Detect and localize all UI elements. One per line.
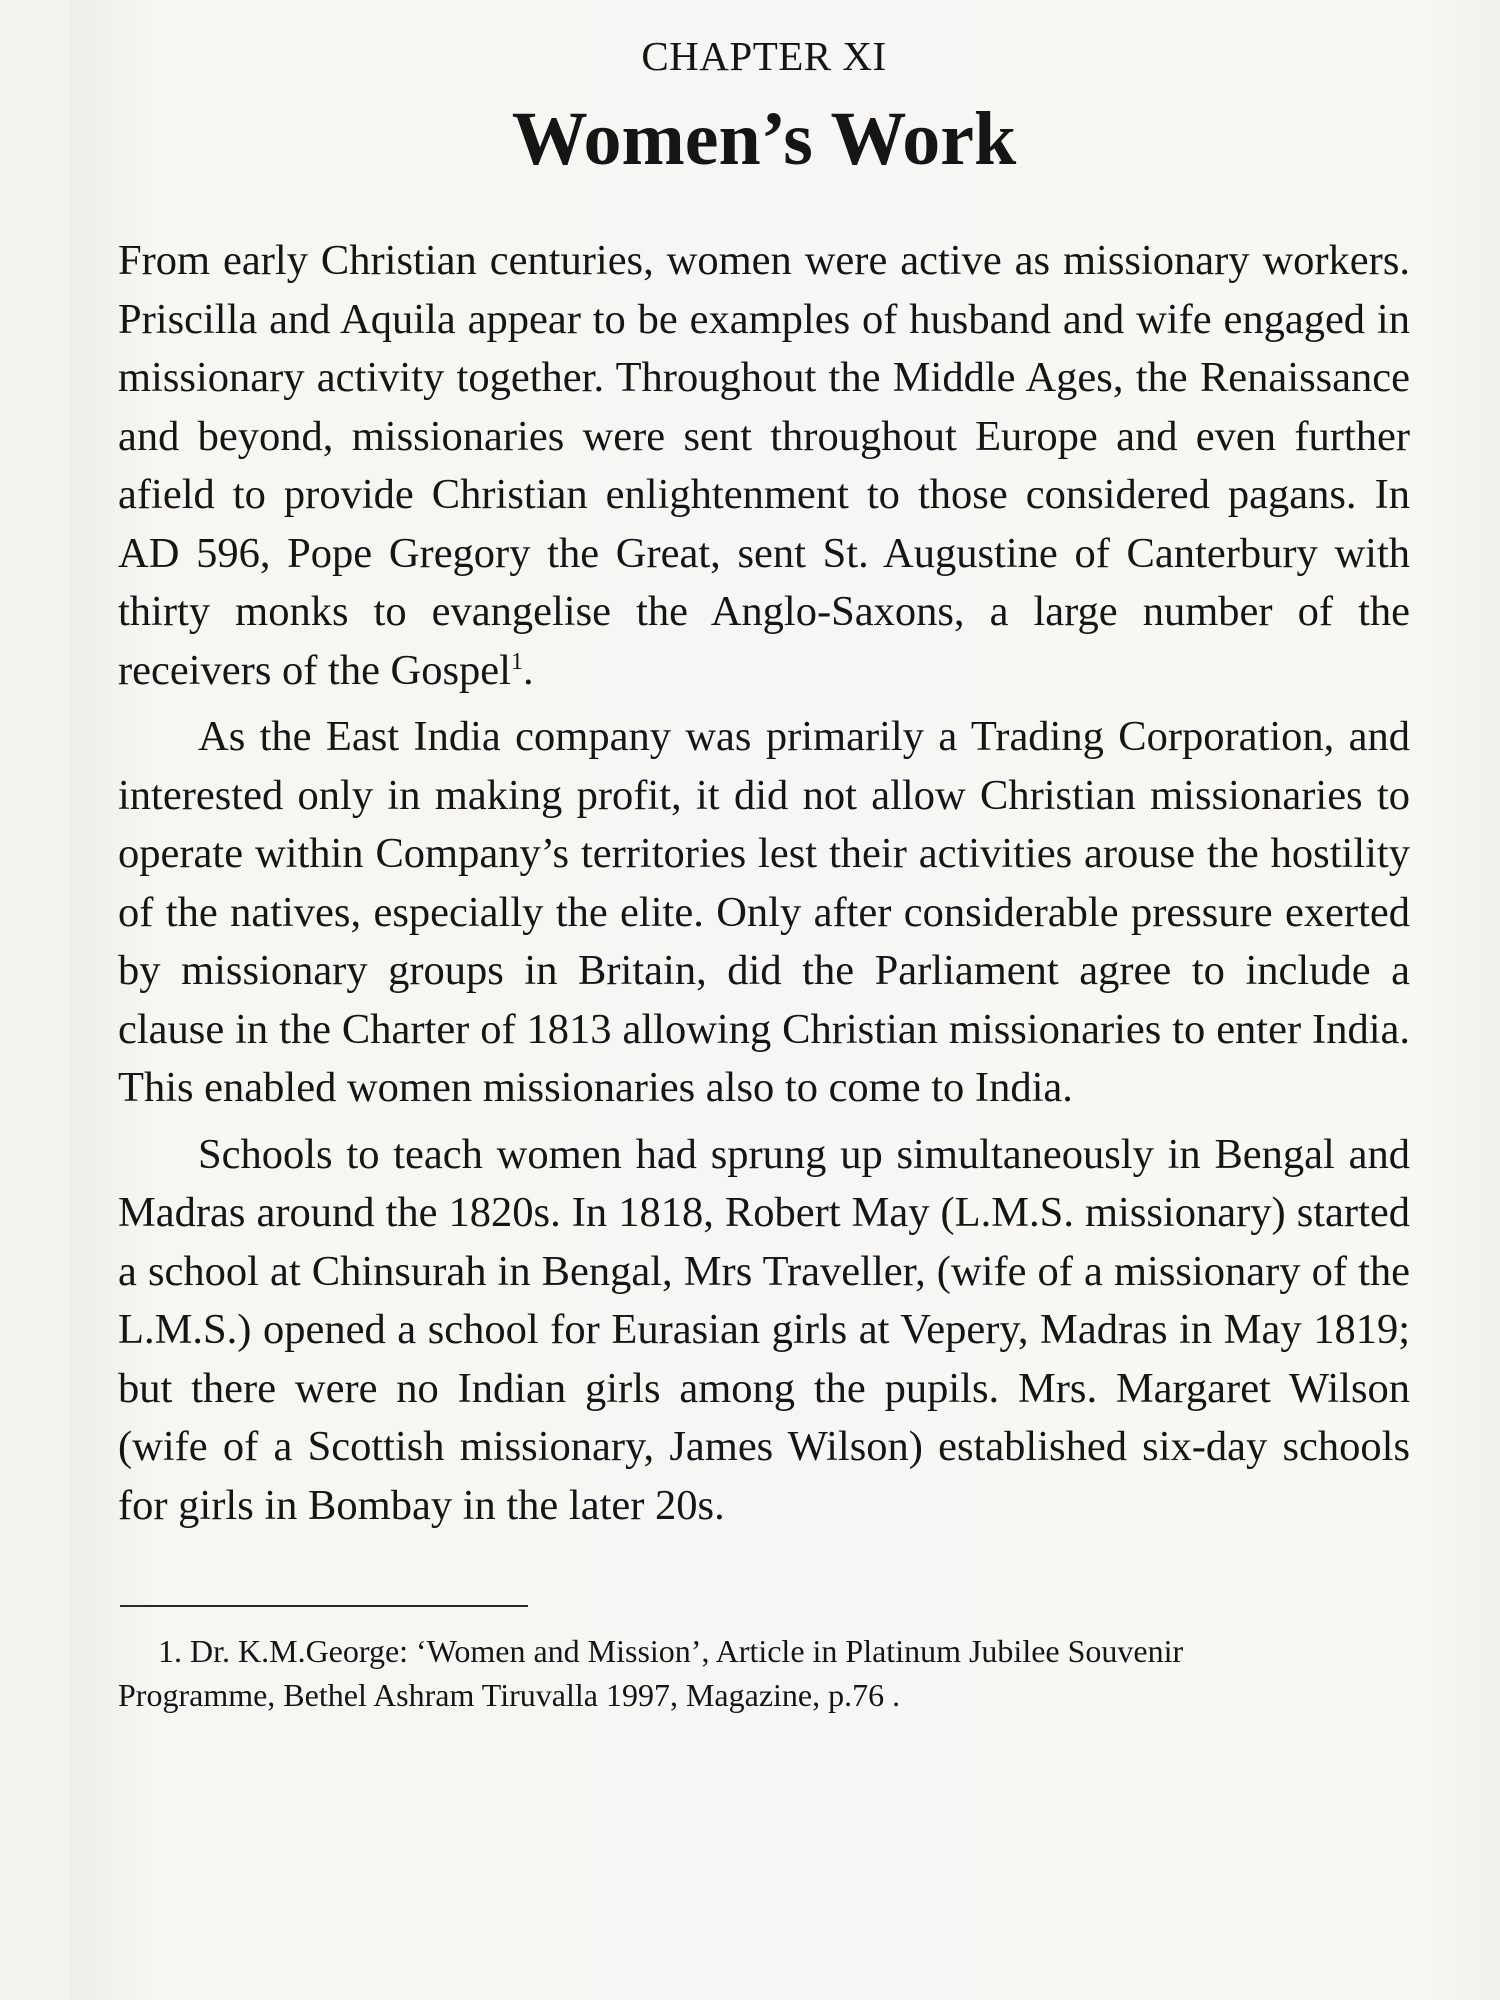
paragraph-1	[118, 232, 1410, 700]
footnote-divider	[120, 1605, 528, 1607]
paragraph-1-text: From early Christian centuries, women were active as missionary workers. Priscilla and Aquila appear to be examples of husband and wife engaged in missionary activity together. Throughout the Middle Ages, the Renaissance and beyond, missionaries were sent throughout Europe and even further afield to provide Christian enlightenment to those considered pagans. In AD 596, Pope Gregory the Great, sent St. Augustine of Canterbury with thirty monks to evangelise the Anglo-Saxons, a large number of the receivers of the Gospel	[118, 237, 1410, 694]
paragraph-2: As the East India company was primarily a Trading Corporation, and interested only in making profit, it did not allow Christian missionaries to operate within Company’s territories lest their activities arouse the hostility of the natives, especially the elite. Only after considerable pressure exerted by missionary groups in Britain, did the Parliament agree to include a clause in the Charter of 1813 allowing Christian missionaries to enter India. This enabled women missionaries also to come to India.	[118, 713, 1410, 1111]
footnote-1-line-2: Programme, Bethel Ashram Tiruvalla 1997, Magazine, p.76 .	[118, 1677, 901, 1713]
chapter-title: Women’s Work	[511, 97, 1017, 181]
paragraph-3: Schools to teach women had sprung up simultaneously in Bengal and Madras around the 1820s. In 1818, Robert May (L.M.S. missionary) started a school at Chinsurah in Bengal, Mrs Traveller, (wife of a missionary of the L.M.S.) opened a school for Eurasian girls at Vepery, Madras in May 1819; but there were no Indian girls among the pupils. Mrs. Margaret Wilson (wife of a Scottish missionary, James Wilson) established six-day schools for girls in Bombay in the later 20s.	[118, 1130, 1410, 1529]
footnote-1-line-1: 1. Dr. K.M.George: ‘Women and Mission’, Article in Platinum Jubilee Souvenir	[158, 1633, 1184, 1669]
chapter-label: CHAPTER XI	[641, 33, 887, 79]
footnote-1	[118, 1629, 1410, 1717]
footnote-reference: 1	[510, 648, 523, 675]
paragraph-1-end: .	[522, 646, 534, 694]
page-content	[118, 30, 1410, 1717]
